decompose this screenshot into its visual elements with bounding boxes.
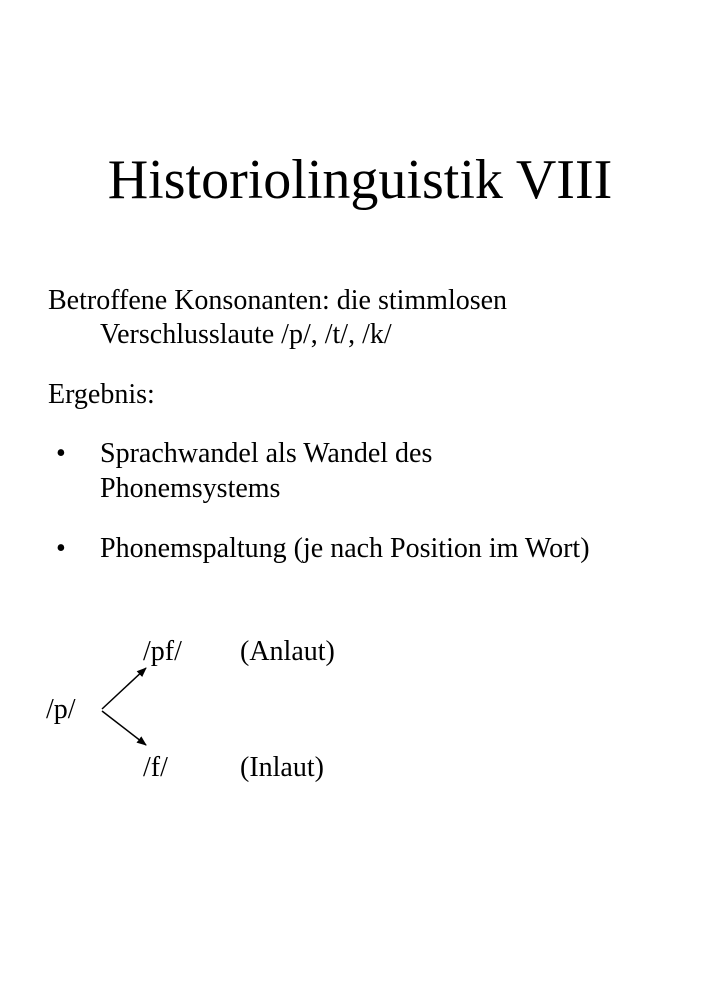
branch-lower-phoneme: /f/	[143, 752, 168, 783]
bullet-2-line-1: Phonemspaltung (je nach Position im Wort)	[100, 533, 590, 564]
branch-upper-position: (Anlaut)	[240, 636, 335, 667]
result-label: Ergebnis:	[48, 379, 155, 410]
intro-line-2: Verschlusslaute /p/, /t/, /k/	[100, 319, 392, 350]
arrow-down	[102, 711, 146, 745]
intro-line-1: Betroffene Konsonanten: die stimmlosen	[48, 285, 508, 316]
bullet-icon: •	[56, 533, 66, 564]
bullet-icon: •	[56, 438, 66, 469]
branch-lower-position: (Inlaut)	[240, 752, 324, 783]
arrow-up	[102, 668, 146, 709]
bullet-1-line-1: Sprachwandel als Wandel des	[100, 438, 433, 469]
branch-upper-phoneme: /pf/	[143, 636, 182, 667]
bullet-1-line-2: Phonemsystems	[100, 473, 281, 504]
slide-title: Historiolinguistik VIII	[107, 149, 613, 211]
source-phoneme: /p/	[46, 694, 76, 725]
